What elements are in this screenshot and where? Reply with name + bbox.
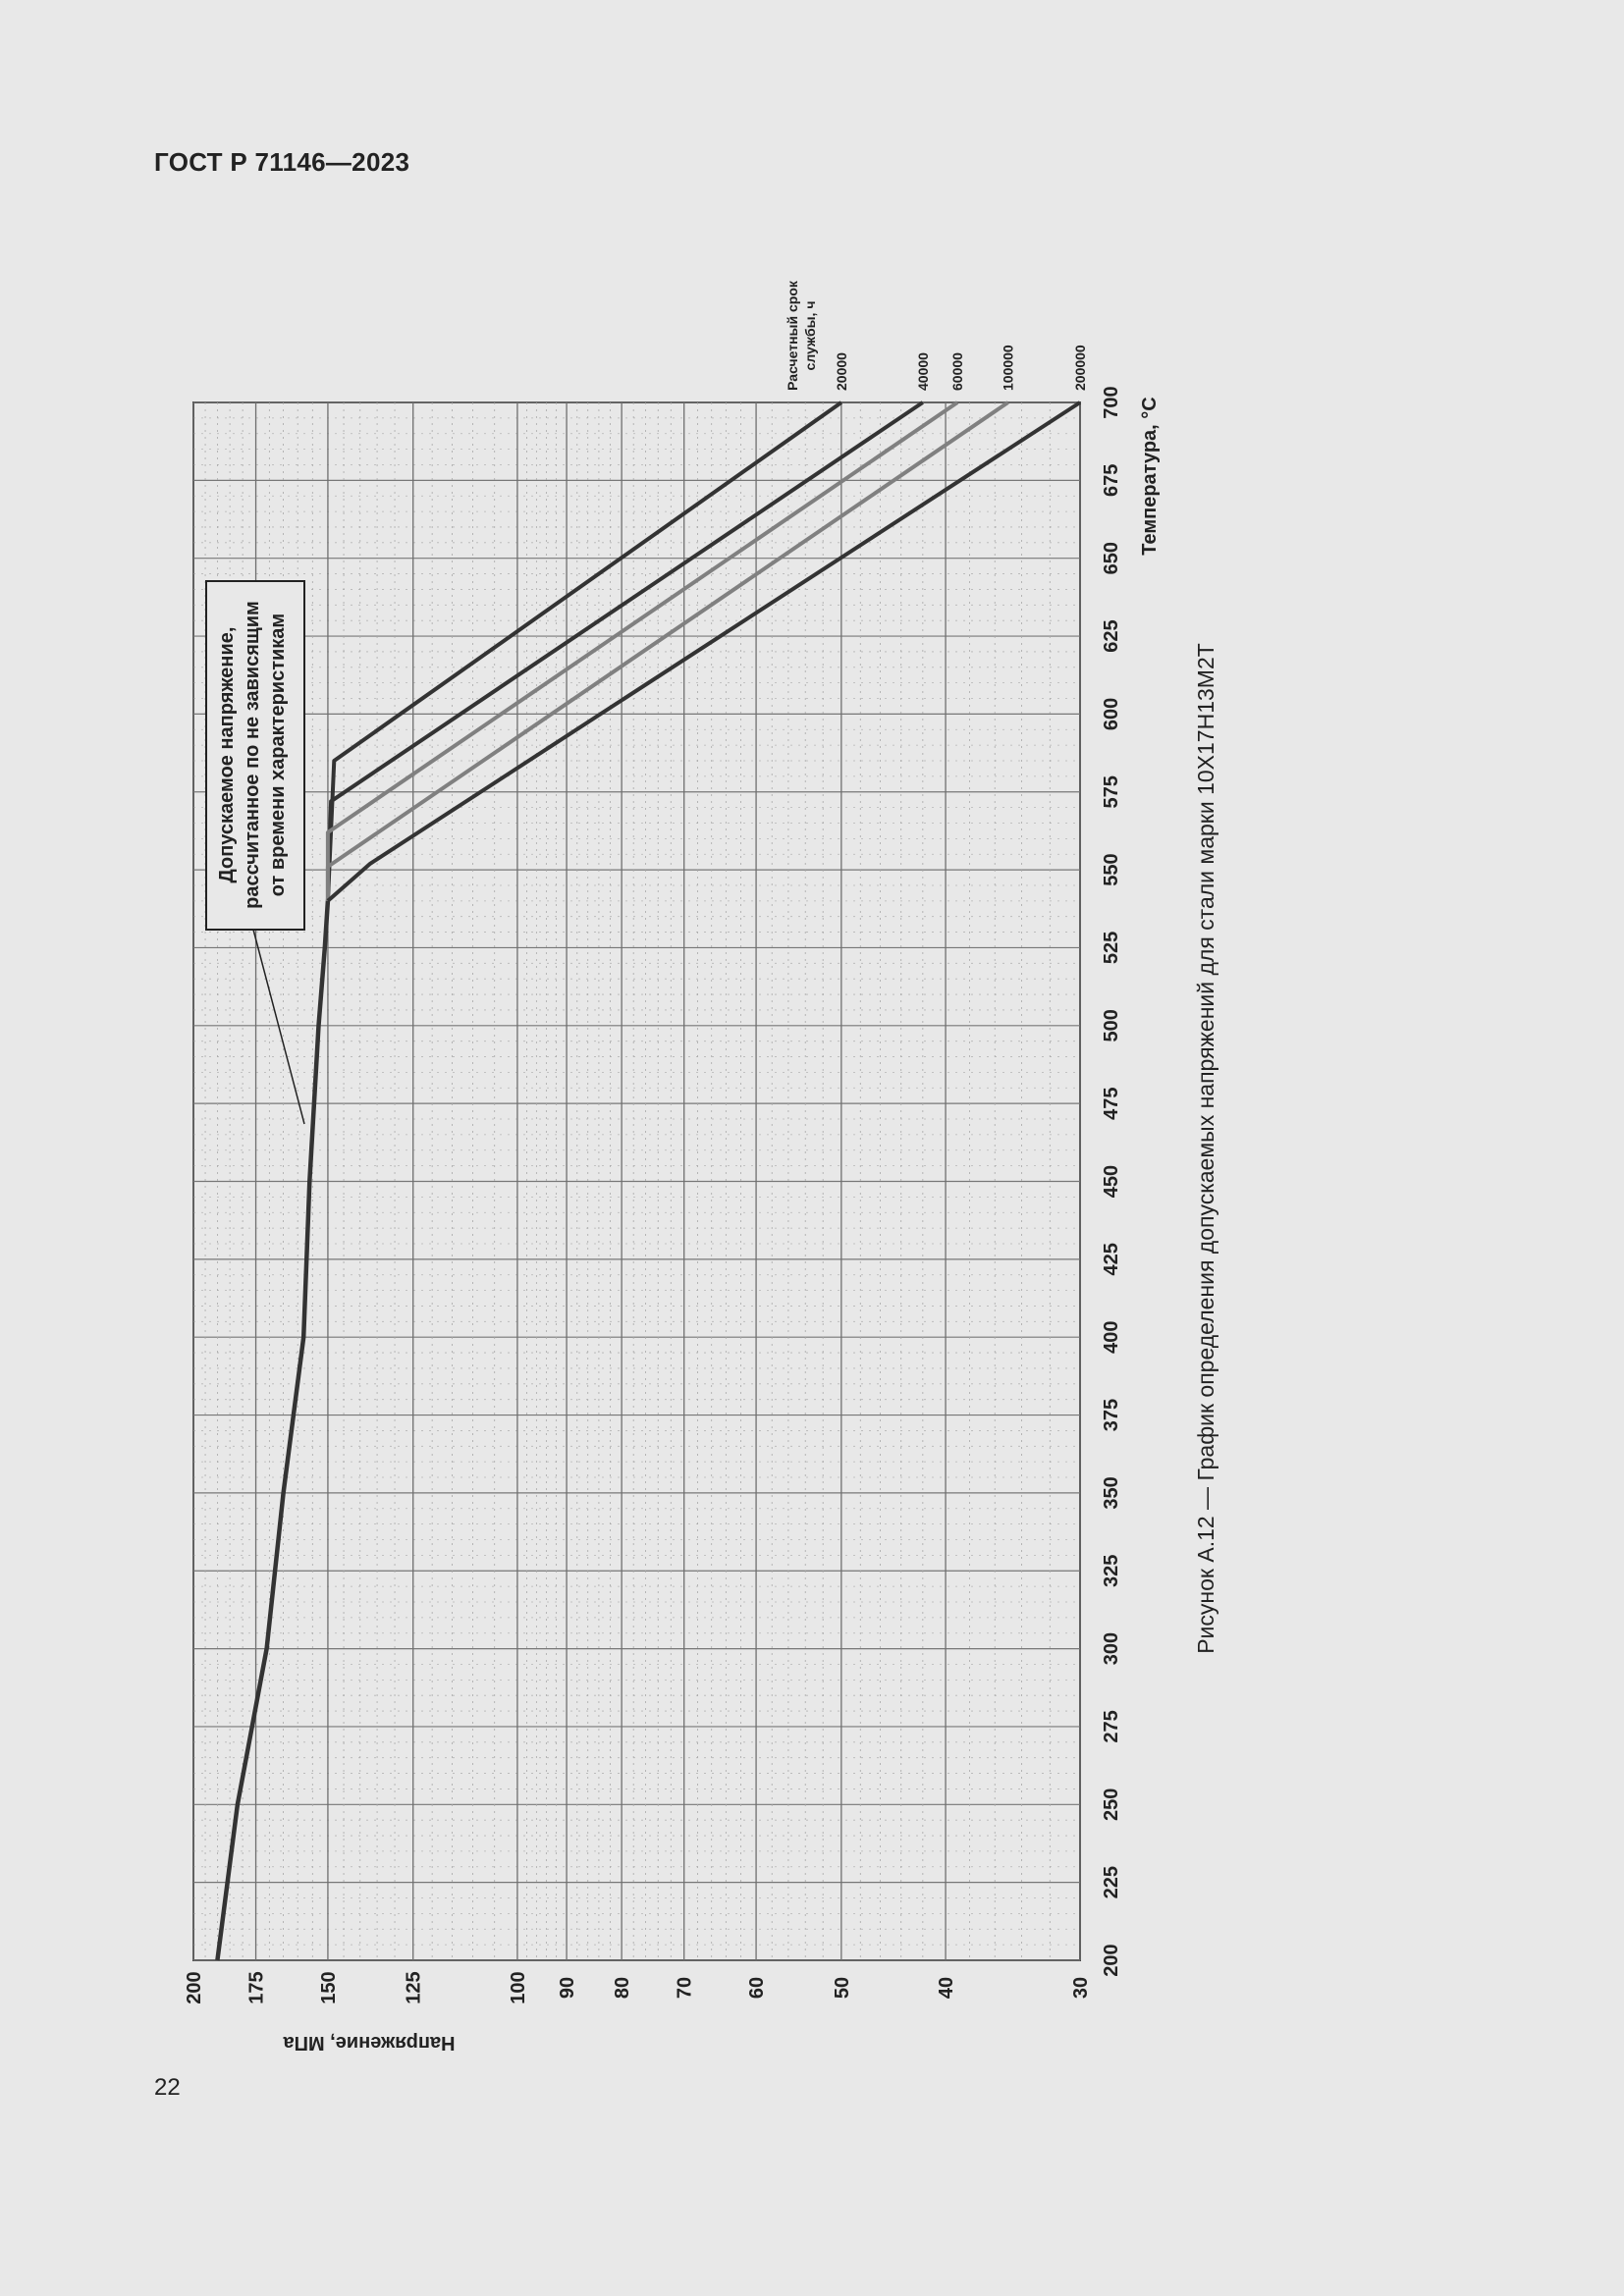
y-tick-label: 90 [557, 1976, 579, 2000]
x-tick-label: 575 [1101, 775, 1122, 809]
annotation-line-3: от времени характеристикам [267, 613, 289, 897]
x-tick-label: 250 [1101, 1788, 1122, 1821]
legend-label: 100000 [1000, 345, 1016, 391]
x-axis-title: Температура, °С [1139, 397, 1161, 556]
figure-caption: Рисунок А.12 — График определения допускаемых напряжений для стали марки 10Х17Н13М2Т [1193, 643, 1218, 1654]
y-tick-label: 125 [403, 1971, 425, 2004]
x-tick-label: 325 [1101, 1554, 1122, 1587]
x-tick-label: 700 [1101, 386, 1122, 419]
x-tick-label: 675 [1101, 463, 1122, 498]
x-tick-label: 525 [1101, 931, 1122, 965]
x-tick-label: 500 [1101, 1009, 1122, 1042]
y-axis-title: Напряжение, МПа [283, 2032, 456, 2054]
x-tick-label: 450 [1101, 1164, 1122, 1199]
y-tick-label: 200 [184, 1971, 205, 2004]
legend-title-2: службы, ч [802, 300, 818, 371]
x-tick-label: 475 [1101, 1087, 1122, 1120]
x-tick-label: 300 [1101, 1631, 1122, 1666]
legend-label: 200000 [1072, 345, 1088, 391]
y-tick-label: 175 [245, 1971, 268, 2004]
x-tick-label: 625 [1101, 619, 1122, 653]
x-tick-label: 275 [1101, 1710, 1122, 1743]
legend-title-1: Расчетный срок [785, 281, 800, 391]
y-tick-label: 150 [317, 1971, 340, 2004]
y-tick-label: 60 [746, 1976, 769, 2000]
annotation-line-1: Допускаемое напряжение, [216, 626, 238, 883]
y-tick-label: 50 [831, 1976, 853, 2000]
x-tick-label: 375 [1101, 1398, 1122, 1432]
legend-label: 60000 [949, 352, 966, 391]
legend [834, 345, 1088, 391]
y-tick-label: 30 [1070, 1976, 1092, 2000]
y-tick-label: 70 [674, 1976, 696, 2000]
x-tick-label: 350 [1101, 1476, 1122, 1510]
x-tick-label: 425 [1101, 1243, 1122, 1276]
legend-label: 40000 [914, 352, 931, 391]
x-tick-label: 225 [1101, 1865, 1122, 1899]
x-tick-label: 600 [1101, 697, 1122, 731]
legend-label: 20000 [833, 352, 849, 391]
x-tick-label: 650 [1101, 542, 1122, 575]
document-header: ГОСТ Р 71146—2023 [154, 147, 410, 177]
x-tick-label: 200 [1101, 1944, 1122, 1977]
annotation-line-2: рассчитанное по не зависящим [242, 601, 263, 909]
x-tick-label: 550 [1101, 853, 1122, 886]
grid [193, 402, 1080, 1960]
y-tick-label: 40 [936, 1976, 958, 2000]
x-tick-label: 400 [1101, 1320, 1122, 1354]
y-tick-label: 80 [612, 1976, 634, 2000]
y-tick-label: 100 [507, 1971, 529, 2004]
x-tick-labels [1101, 386, 1122, 1976]
y-tick-labels [184, 1971, 1092, 2003]
page-number: 22 [154, 2074, 181, 2101]
